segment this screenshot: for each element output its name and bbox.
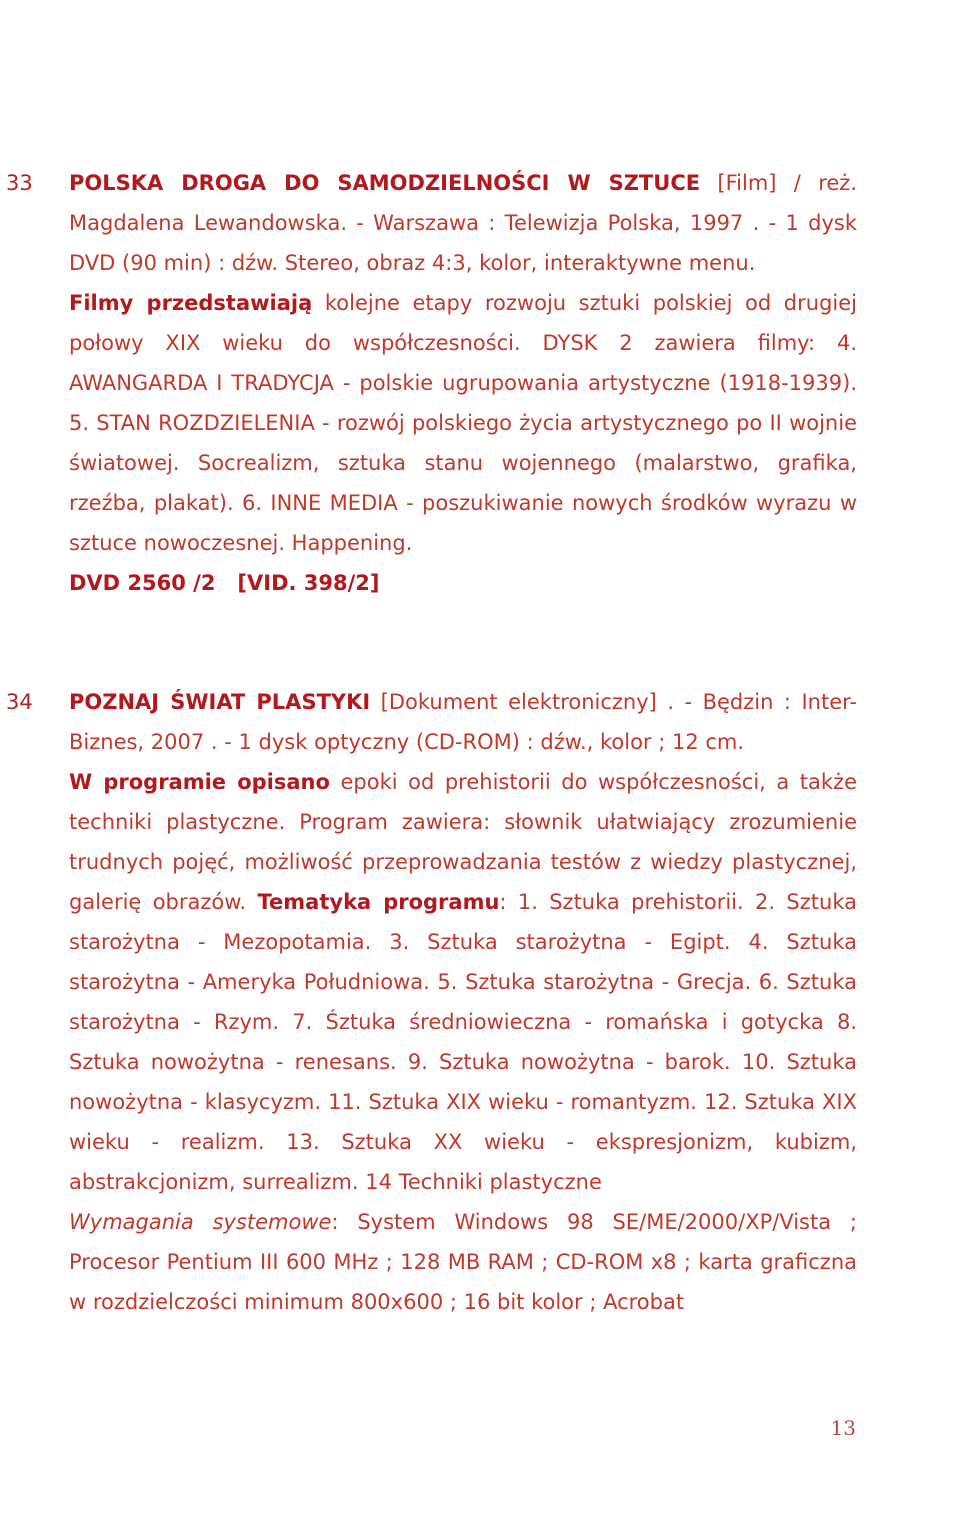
description-text: epoki od prehistorii do współczesności, a także techniki plastyczne. Program zawiera: słownik ułatwiający zrozumienie trudnych pojęć, możliwość przeprowadzania testów z wiedzy plastycznej, galerię obrazów.: [69, 770, 857, 914]
entry-text: [69, 682, 857, 1322]
entry-text: [69, 163, 857, 603]
requirements-label: Wymagania systemowe: [69, 1210, 332, 1234]
description-text: kolejne etapy rozwoju sztuki polskiej od drugiej połowy XIX wieku do współczesności. DYSK 2 zawiera filmy: 4. AWANGARDA I TRADYCJA - polskie ugrupowania artystyczne (1918-1939). 5. STAN ROZDZIELENIA - rozwój polskiego życia artystycznego po II wojnie światowej. Socrealizm, sztuka stanu wojennego (malarstwo, grafika, rzeźba, plakat). 6. INNE MEDIA - poszukiwanie nowych środków wyrazu w sztuce nowoczesnej. Happening.: [69, 291, 857, 555]
bibliographic-record: [69, 163, 857, 283]
description: [69, 283, 857, 563]
call-number: DVD 2560 /2 [VID. 398/2]: [69, 571, 380, 595]
page-number: 13: [830, 1416, 856, 1440]
bibliographic-details: [Dokument elektroniczny] . - Będzin : Inter-Biznes, 2007 . - 1 dysk optyczny (CD-ROM) : dźw., kolor ; 12 cm.: [69, 690, 857, 754]
entry-title: POLSKA DROGA DO SAMODZIELNOŚCI W SZTUCE: [69, 171, 701, 195]
requirements-text: : System Windows 98 SE/ME/2000/XP/Vista ; Procesor Pentium III 600 MHz ; 128 MB RAM ; CD-ROM x8 ; karta graficzna w rozdzielczości minimum 800x600 ; 16 bit kolor ; Acrobat: [69, 1210, 857, 1314]
description-lead: W programie opisano: [69, 770, 330, 794]
topics-label: Tematyka programu: [257, 890, 500, 914]
bibliographic-details: [Film] / reż. Magdalena Lewandowska. - Warszawa : Telewizja Polska, 1997 . - 1 dysk DVD (90 min) : dźw. Stereo, obraz 4:3, kolor, interaktywne menu.: [69, 171, 857, 275]
description-lead: Filmy przedstawiają: [69, 291, 313, 315]
description: [69, 762, 857, 1202]
entry-title: POZNAJ ŚWIAT PLASTYKI: [69, 690, 371, 714]
system-requirements: [69, 1202, 857, 1322]
entry-number: 33: [6, 171, 33, 195]
bibliographic-record: [69, 682, 857, 762]
entry-number: 34: [6, 690, 33, 714]
topics-list: : 1. Sztuka prehistorii. 2. Sztuka starożytna - Mezopotamia. 3. Sztuka starożytna - Egipt. 4. Sztuka starożytna - Ameryka Południowa. 5. Sztuka starożytna - Grecja. 6. Sztuka starożytna - Rzym. 7. Śztuka średniowieczna - romańska i gotycka 8. Sztuka nowożytna - renesans. 9. Sztuka nowożytna - barok. 10. Sztuka nowożytna - klasycyzm. 11. Sztuka XIX wieku - romantyzm. 12. Sztuka XIX wieku - realizm. 13. Sztuka XX wieku - ekspresjonizm, kubizm, abstrakcjonizm, surrealizm. 14 Techniki plastyczne: [69, 890, 857, 1194]
